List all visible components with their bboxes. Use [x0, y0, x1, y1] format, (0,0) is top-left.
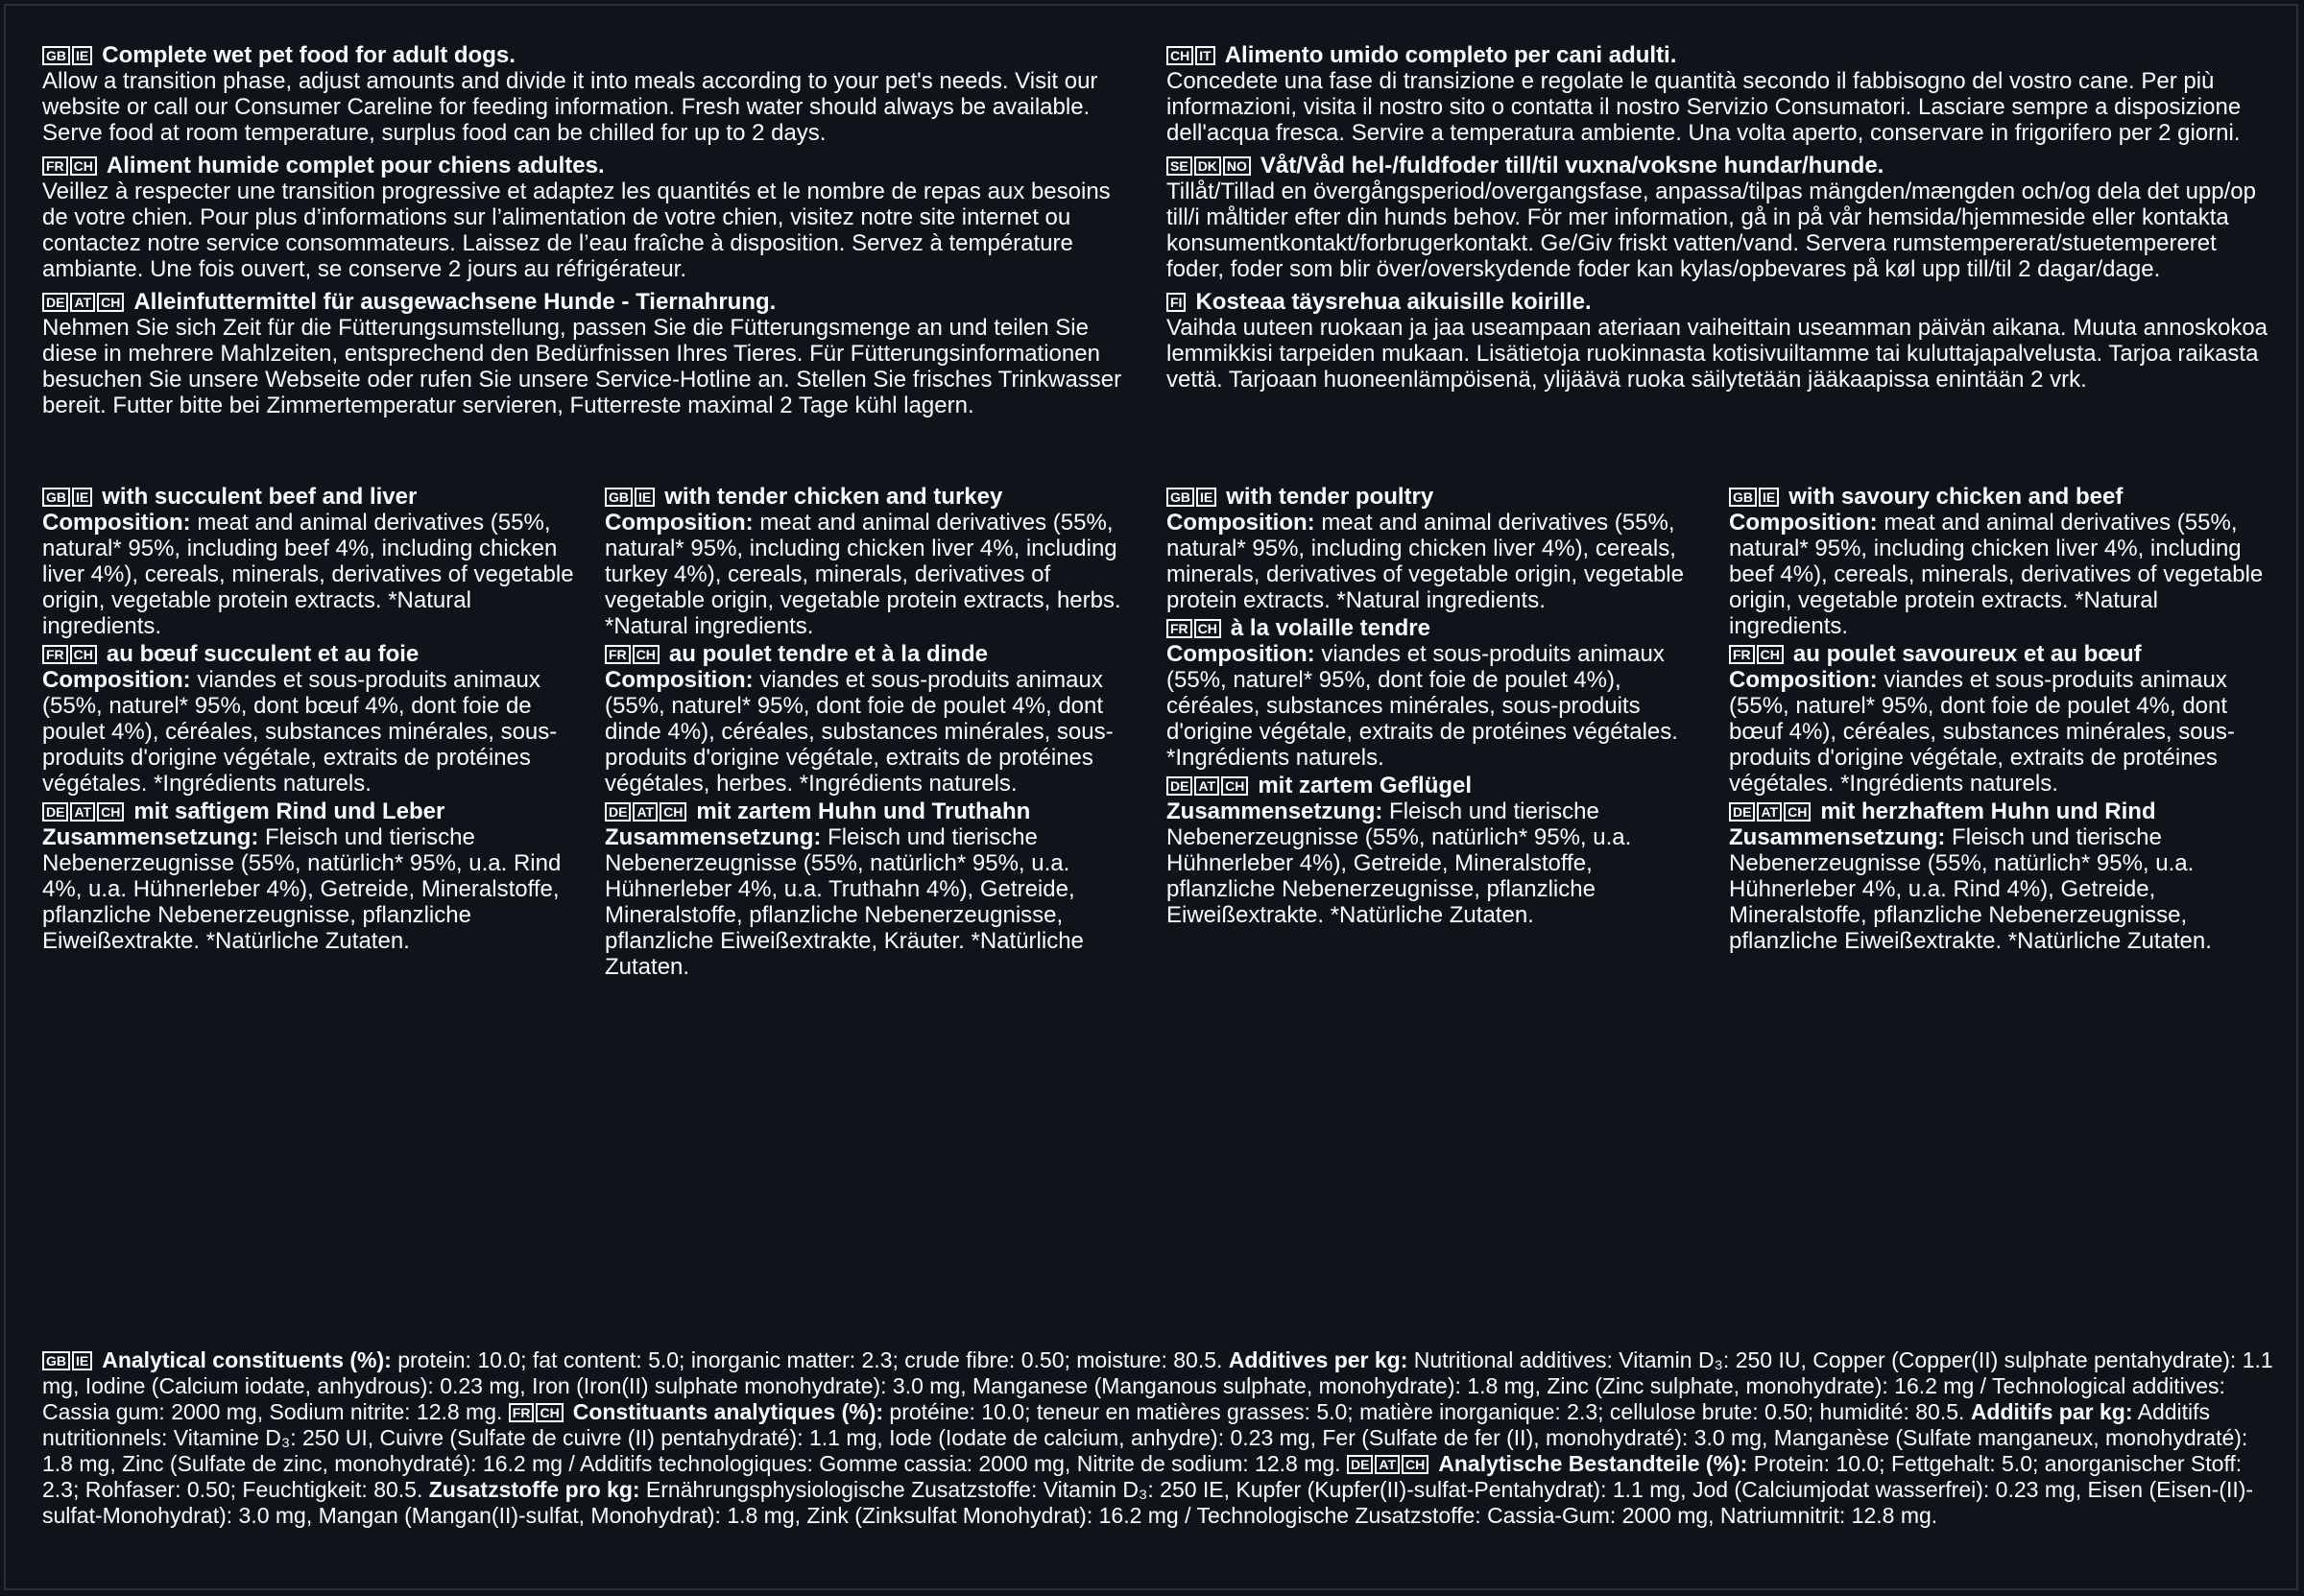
additives-label: Additives per kg: — [1228, 1347, 1408, 1372]
instructions-text: Tillåt/Tillad en övergångsperiod/overgangsfase, anpassa/tilpas mängden/mængden och/og dela det upp/op till/i måltider efter din hunds behov. För mer information, gå in på vår hemsida/hjemmeside eller kontakta konsumentkontakt/forbrugerkontakt. Ge/Giv friskt vatten/vand. Servera rumstempererat/stuetempereret foder, foder som blir över/overskydende foder kan kylas/opbevares på køl upp till/til 2 dagar/dage. — [1166, 179, 2256, 282]
flag-badge: DK — [1194, 156, 1221, 176]
flag-badge: DE — [42, 802, 68, 822]
additives-text: Ernährungsphysiologische Zusatzstoffe: Vitamin D₃: 250 IE, Kupfer (Kupfer(II)-sulfat-Pentahydrat): 1.1 mg, Jod (Calciumjodat wasserfrei): 0.23 mg, Eisen (Eisen-(II)-sulfat-Monohydrat): 3.0 mg, Mangan (Mangan(II)-sulfat, Monohydrat): 1.8 mg, Zink (Zinksulfat Monohydrat): 16.2 mg / Technologische Zusatzstoffe: Cassia-Gum: 2000 mg, Natriumnitrit: 12.8 mg. — [42, 1477, 2254, 1528]
composition-text: Fleisch und tierische Nebenerzeugnisse (55%, natürlich* 95%, u.a. Hühnerleber 4%, u.a. Truthahn 4%), Getreide, Mineralstoffe, pflanzliche Nebenerzeugnisse, pflanzliche Eiweißextrakte, Kräuter. *Natürliche Zutaten. — [605, 824, 1084, 980]
flag-group — [1166, 289, 1188, 315]
flag-badge: GB — [42, 1351, 70, 1370]
flag-badge: AT — [1375, 1455, 1400, 1474]
flag-group — [1729, 798, 1812, 824]
instructions-text: Nehmen Sie sich Zeit für die Fütterungsumstellung, passen Sie die Fütterungsmenge an und teilen Sie diese in mehrere Mahlzeiten, entsprechend den Bedürfnissen Ihres Tieres. Für Fütterungsinformationen besuchen Sie unsere Webseite oder rufen Sie unsere Service-Hotline an. Stellen Sie frisches Trinkwasser bereit. Futter bitte bei Zimmertemperatur servieren, Futterreste maximal 2 Tage kühl lagern. — [42, 315, 1122, 418]
analysis-text: protein: 10.0; fat content: 5.0; inorganic matter: 2.3; crude fibre: 0.50; moisture: 80.5. — [397, 1347, 1223, 1372]
flag-badge: GB — [605, 488, 633, 507]
flag-group — [605, 641, 661, 667]
composition-text: meat and animal derivatives (55%, natural* 95%, including beef 4%, including chicken liver 4%), cereals, minerals, derivatives of vegetable origin, vegetable protein extracts. *Natural ingredients. — [42, 510, 574, 639]
flag-group — [605, 798, 688, 824]
recipe-lang-fr — [42, 641, 580, 797]
flag-badge: AT — [1757, 802, 1782, 822]
flag-group — [605, 484, 657, 510]
flag-badge: FR — [509, 1403, 535, 1422]
flag-badge: CH — [1757, 645, 1784, 664]
flag-badge: IE — [72, 1351, 92, 1370]
recipe-lang-gb — [1729, 484, 2267, 639]
additives-label: Zusatzstoffe pro kg: — [428, 1477, 640, 1502]
composition-text: viandes et sous-produits animaux (55%, naturel* 95%, dont foie de poulet 4%, dont dinde 4%), céréales, substances minérales, sous-produits d'origine végétale, extraits de protéines végétales, herbes. *Ingrédients naturels. — [605, 667, 1114, 797]
instructions-gb — [42, 42, 1137, 146]
instructions-text: Vaihda uuteen ruokaan ja jaa useampaan ateriaan vaiheittain useamman päivän aikana. Muuta annoskokoa lemmikkisi tarpeiden mukaan. Lisätietoja ruokinnasta kotisivuiltamme tai kuluttajapalvelusta. Tarjoa raikasta vettä. Tarjoaan huoneenlämpöisenä, ylijäävä ruoka säilytetään jääkaapissa enintään 2 vrk. — [1166, 315, 2268, 393]
flag-badge: CH — [70, 156, 97, 176]
flag-badge: CH — [1402, 1455, 1428, 1474]
flag-badge: IE — [1196, 488, 1216, 507]
recipe-lang-fr — [1729, 641, 2267, 797]
composition-label: Composition: — [605, 510, 754, 536]
recipe-chicken-turkey — [605, 484, 1142, 982]
flag-badge: CH — [1221, 776, 1248, 796]
composition-label: Composition: — [605, 667, 754, 693]
flag-badge: IE — [1759, 488, 1779, 507]
flag-badge: CH — [536, 1403, 563, 1422]
flag-group — [42, 153, 99, 179]
instructions-nordic — [1166, 153, 2270, 282]
flag-group — [1347, 1451, 1430, 1476]
recipe-lang-gb — [1166, 484, 1704, 613]
analysis-label: Constituants analytiques (%): — [572, 1399, 884, 1424]
recipe-chicken-beef — [1729, 484, 2267, 956]
recipe-lang-de — [42, 798, 580, 954]
flag-badge: CH — [1784, 802, 1811, 822]
flag-badge: SE — [1166, 156, 1192, 176]
flag-badge: IT — [1195, 46, 1214, 65]
recipe-title: au poulet tendre et à la dinde — [668, 641, 988, 667]
flag-badge: GB — [1166, 488, 1194, 507]
analysis-label: Analytische Bestandteile (%): — [1438, 1451, 1748, 1476]
flag-badge: CH — [97, 293, 124, 312]
flag-badge: FR — [1729, 645, 1755, 664]
flag-badge: CH — [97, 802, 124, 822]
recipe-title: au poulet savoureux et au bœuf — [1792, 641, 2142, 667]
composition-text: viandes et sous-produits animaux (55%, naturel* 95%, dont foie de poulet 4%), céréales, substances minérales, sous-produits d'origine végétale, extraits de protéines végétales. *Ingrédients naturels. — [1166, 641, 1678, 771]
recipe-title: mit herzhaftem Huhn und Rind — [1820, 798, 2156, 824]
instructions-text: Concedete una fase di transizione e regolate le quantità secondo il fabbisogno del vostro cane. Per più informazioni, visita il nostro sito o contatta il nostro Servizio Consumatori. Lasciare sempre a disposizione dell'acqua fresca. Servire a temperatura ambiente. Una volta aperto, conservare in frigorifero per 2 giorni. — [1166, 68, 2242, 146]
composition-label: Composition: — [1166, 510, 1315, 536]
composition-label: Composition: — [1729, 667, 1878, 693]
flag-group — [42, 641, 99, 667]
composition-label: Composition: — [1729, 510, 1878, 536]
flag-badge: FR — [1166, 619, 1192, 638]
feeding-instructions-left — [42, 42, 1137, 425]
composition-text: meat and animal derivatives (55%, natural* 95%, including chicken liver 4%), cereals, minerals, derivatives of vegetable origin, vegetable protein extracts. *Natural ingredients. — [1166, 510, 1684, 613]
instructions-fr — [42, 153, 1137, 282]
flag-group — [1729, 484, 1781, 510]
recipe-title: mit zartem Geflügel — [1258, 773, 1473, 798]
instructions-title: Alleinfuttermittel für ausgewachsene Hunde - Tiernahrung. — [133, 289, 777, 315]
instructions-it — [1166, 42, 2270, 146]
flag-badge: NO — [1223, 156, 1251, 176]
flag-badge: DE — [1166, 776, 1192, 796]
analysis-text: protéine: 10.0; teneur en matières grasses: 5.0; matière inorganique: 2.3; cellulose brute: 0.50; humidité: 80.5. — [889, 1399, 1965, 1424]
recipe-lang-gb — [42, 484, 580, 639]
additives-label: Additifs par kg: — [1970, 1399, 2133, 1424]
instructions-title: Alimento umido completo per cani adulti. — [1224, 42, 1677, 68]
flag-group — [1166, 615, 1223, 641]
flag-group — [42, 484, 94, 510]
recipe-title: mit saftigem Rind und Leber — [133, 798, 445, 824]
instructions-text: Allow a transition phase, adjust amounts and divide it into meals according to your pet's needs. Visit our website or call our Consumer Careline for feeding information. Fresh water should always be available. Serve food at room temperature, surplus food can be chilled for up to 2 days. — [42, 68, 1098, 146]
flag-badge: DE — [1347, 1455, 1373, 1474]
flag-badge: AT — [633, 802, 658, 822]
recipe-lang-gb — [605, 484, 1142, 639]
flag-badge: CH — [633, 645, 660, 664]
flag-badge: IE — [72, 488, 92, 507]
flag-badge: CH — [1166, 46, 1193, 65]
flag-badge: GB — [1729, 488, 1757, 507]
instructions-de — [42, 289, 1137, 418]
instructions-title: Aliment humide complet pour chiens adultes. — [106, 153, 605, 179]
composition-label: Zusammensetzung: — [605, 824, 822, 850]
flag-badge: DE — [1729, 802, 1755, 822]
flag-group — [1166, 42, 1217, 68]
flag-badge: GB — [42, 46, 70, 65]
composition-text: meat and animal derivatives (55%, natural* 95%, including chicken liver 4%, including beef 4%), cereals, minerals, derivatives of vegetable origin, vegetable protein extracts. *Natural ingredients. — [1729, 510, 2264, 639]
flag-badge: FI — [1166, 293, 1186, 312]
composition-label: Zusammensetzung: — [1729, 824, 1946, 850]
composition-label: Composition: — [42, 510, 191, 536]
analytical-constituents — [42, 1347, 2279, 1529]
composition-text: Fleisch und tierische Nebenerzeugnisse (55%, natürlich* 95%, u.a. Hühnerleber 4%, u.a. Rind 4%), Getreide, Mineralstoffe, pflanzliche Nebenerzeugnisse, pflanzliche Eiweißextrakte. *Natürliche Zutaten. — [1729, 824, 2212, 954]
flag-badge: GB — [42, 488, 70, 507]
flag-group — [42, 1347, 94, 1372]
flag-group — [42, 42, 94, 68]
flag-group — [1166, 153, 1253, 179]
flag-badge: FR — [605, 645, 631, 664]
recipe-title: au bœuf succulent et au foie — [106, 641, 420, 667]
additives-text: Nutritional additives: Vitamin D₃: 250 IU, Copper (Copper(II) sulphate pentahydrate): 1.1 mg, Iodine (Calcium iodate, anhydrous): 0.23 mg, Iron (Iron(II) sulphate monohydrate): 3.0 mg, Manganese (Manganous sulphate, monohydrate): 1.8 mg, Zinc (Zinc sulphate, monohydrate): 16.2 mg / Technological additives: Cassia gum: 2000 mg, Sodium nitrite: 12.8 mg. — [42, 1347, 2273, 1424]
flag-group — [42, 798, 126, 824]
composition-text: meat and animal derivatives (55%, natural* 95%, including chicken liver 4%, including turkey 4%), cereals, minerals, derivatives of vegetable origin, vegetable protein extracts, herbs. *Natural ingredients. — [605, 510, 1121, 639]
recipe-title: with savoury chicken and beef — [1788, 484, 2124, 510]
flag-badge: IE — [635, 488, 655, 507]
flag-badge: AT — [70, 293, 95, 312]
recipe-poultry — [1166, 484, 1704, 930]
composition-text: Fleisch und tierische Nebenerzeugnisse (55%, natürlich* 95%, u.a. Rind 4%, u.a. Hühnerleber 4%), Getreide, Mineralstoffe, pflanzliche Nebenerzeugnisse, pflanzliche Eiweißextrakte. *Natürliche Zutaten. — [42, 824, 562, 954]
recipe-title: à la volaille tendre — [1230, 615, 1430, 641]
flag-badge: IE — [72, 46, 92, 65]
flag-badge: CH — [1194, 619, 1221, 638]
recipe-title: with tender chicken and turkey — [664, 484, 1003, 510]
recipe-lang-de — [605, 798, 1142, 980]
composition-label: Zusammensetzung: — [1166, 798, 1383, 824]
composition-text: viandes et sous-produits animaux (55%, naturel* 95%, dont bœuf 4%, dont foie de poulet 4%), céréales, substances minérales, sous-produits d'origine végétale, extraits de protéines végétales. *Ingrédients naturels. — [42, 667, 558, 797]
recipe-lang-de — [1166, 773, 1704, 928]
flag-badge: CH — [70, 645, 97, 664]
recipe-beef-liver — [42, 484, 580, 956]
flag-badge: DE — [42, 293, 68, 312]
instructions-text: Veillez à respecter une transition progressive et adaptez les quantités et le nombre de repas aux besoins de votre chien. Pour plus d’informations sur l’alimentation de votre chien, visitez notre site internet ou contactez notre service consommateurs. Laissez de l’eau fraîche à disposition. Servez à température ambiante. Une fois ouvert, se conserve 2 jours au réfrigérateur. — [42, 179, 1111, 282]
recipe-title: with succulent beef and liver — [102, 484, 418, 510]
flag-group — [42, 289, 126, 315]
flag-group — [1166, 773, 1250, 798]
composition-label: Composition: — [42, 667, 191, 693]
analysis-text: Protein: 10.0; Fettgehalt: 5.0; anorganischer Stoff: 2.3; Rohfaser: 0.50; Feuchtigkeit: 80.5. — [42, 1451, 2243, 1502]
instructions-title: Våt/Våd hel-/fuldfoder till/til vuxna/voksne hundar/hunde. — [1260, 153, 1884, 179]
flag-badge: AT — [70, 802, 95, 822]
flag-badge: CH — [660, 802, 686, 822]
composition-text: viandes et sous-produits animaux (55%, naturel* 95%, dont foie de poulet 4%, dont bœuf 4%), céréales, substances minérales, sous-produits d'origine végétale, extraits de protéines végétales. *Ingrédients naturels. — [1729, 667, 2235, 797]
recipe-title: with tender poultry — [1226, 484, 1434, 510]
additives-text: Additifs nutritionnels: Vitamine D₃: 250 UI, Cuivre (Sulfate de cuivre (II) pentahydraté): 1.1 mg, Iode (Iodate de calcium, anhydre): 0.23 mg, Fer (Sulfate de fer (II), monohydraté): 3.0 mg, Manganèse (Sulfate manganeux, monohydraté): 1.8 mg, Zinc (Sulfate de zinc, monohydraté): 16.2 mg / Additifs technologiques: Gomme cassia: 2000 mg, Nitrite de sodium: 12.8 mg. — [42, 1399, 2248, 1476]
composition-label: Composition: — [1166, 641, 1315, 667]
flag-group — [1166, 484, 1218, 510]
flag-group — [1729, 641, 1786, 667]
flag-badge: DE — [605, 802, 631, 822]
recipe-lang-de — [1729, 798, 2267, 954]
composition-label: Zusammensetzung: — [42, 824, 259, 850]
instructions-title: Complete wet pet food for adult dogs. — [102, 42, 516, 68]
recipe-title: mit zartem Huhn und Truthahn — [696, 798, 1031, 824]
instructions-title: Kosteaa täysrehua aikuisille koirille. — [1195, 289, 1592, 315]
flag-group — [509, 1399, 565, 1424]
flag-badge: FR — [42, 156, 68, 176]
instructions-fi — [1166, 289, 2270, 393]
flag-badge: FR — [42, 645, 68, 664]
recipe-lang-fr — [605, 641, 1142, 797]
flag-badge: AT — [1194, 776, 1219, 796]
composition-text: Fleisch und tierische Nebenerzeugnisse (55%, natürlich* 95%, u.a. Hühnerleber 4%), Getreide, Mineralstoffe, pflanzliche Nebenerzeugnisse, pflanzliche Eiweißextrakte. *Natürliche Zutaten. — [1166, 798, 1632, 928]
recipe-lang-fr — [1166, 615, 1704, 771]
feeding-instructions-right — [1166, 42, 2270, 399]
analysis-label: Analytical constituents (%): — [102, 1347, 392, 1372]
